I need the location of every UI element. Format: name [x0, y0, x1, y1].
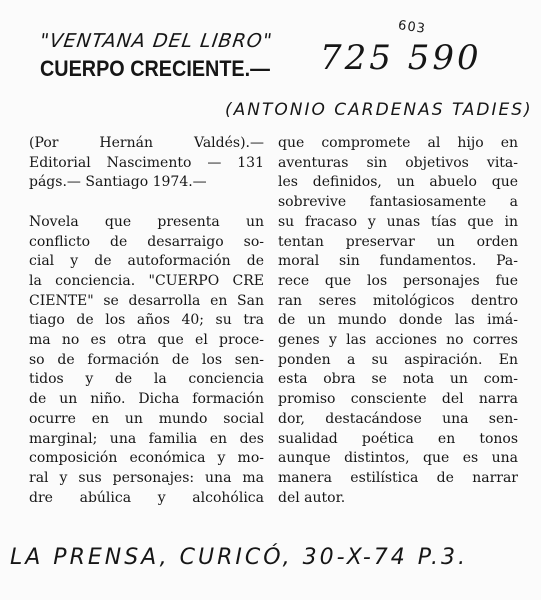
- text-line: cial y de autoformación de: [29, 253, 264, 270]
- text-line: conflicto de desarraigo so-: [29, 233, 264, 250]
- text-line: de un niño. Dicha formación: [29, 391, 264, 408]
- text-line: que compromete al hijo en: [278, 135, 518, 151]
- text-line: manera estilística de narrar: [278, 469, 518, 486]
- text-line: (Por Hernán Valdés).—: [29, 135, 264, 151]
- text-line: sualidad poética en tonos: [278, 430, 518, 447]
- text-line: so de formación de los sen-: [29, 351, 264, 368]
- text-line: la conciencia. "CUERPO CRE: [29, 272, 264, 289]
- handwritten-note-small: 603: [397, 18, 427, 37]
- right-column: [278, 134, 518, 508]
- text-line: [29, 193, 264, 213]
- book-title: CUERPO CRECIENTE.—: [40, 56, 270, 81]
- text-line: tiago de los años 40; su tra: [29, 312, 264, 329]
- text-line: CIENTE" se desarrolla en San: [29, 292, 264, 309]
- text-line: su fracaso y unas tías que in: [278, 213, 518, 230]
- text-line: composición económica y mo-: [29, 450, 264, 467]
- left-column: [29, 134, 264, 508]
- text-line: esta obra se nota un com-: [278, 371, 518, 388]
- handwritten-catalog-number: 725 590: [320, 38, 482, 78]
- text-line: Editorial Nascimento — 131: [29, 154, 264, 171]
- text-line: ocurre en un mundo social: [29, 410, 264, 427]
- text-line: sobrevive fantasiosamente a: [278, 194, 518, 211]
- text-line: págs.— Santiago 1974.—: [29, 174, 207, 191]
- text-line: dre abúlica y alcohólica: [29, 489, 264, 506]
- text-line: tentan preservar un orden: [278, 233, 518, 250]
- text-line: Novela que presenta un: [29, 213, 264, 230]
- handwritten-attribution: (ANTONIO CARDENAS TADIES): [225, 100, 533, 120]
- text-line: ponden a su aspiración. En: [278, 351, 518, 368]
- text-line: promiso consciente del narra: [278, 391, 518, 408]
- text-line: moral sin fundamentos. Pa-: [278, 253, 518, 270]
- text-line: aventuras sin objetivos vita-: [278, 154, 518, 171]
- text-line: ran seres mitológicos dentro: [278, 292, 518, 309]
- text-line: ma no es otra que el proce-: [29, 332, 264, 349]
- text-line: tidos y de la conciencia: [29, 371, 264, 388]
- column-title: "VENTANA DEL LIBRO": [38, 30, 274, 52]
- text-line: marginal; una familia en des: [29, 430, 264, 447]
- handwritten-source-note: LA PRENSA, CURICÓ, 30-X-74 P.3.: [10, 545, 468, 570]
- text-line: les definidos, un abuelo que: [278, 174, 518, 191]
- text-line: aunque distintos, que es una: [278, 450, 518, 467]
- text-line: dor, destacándose una sen-: [278, 410, 518, 427]
- text-line: del autor.: [278, 489, 346, 506]
- text-line: ral y sus personajes: una ma: [29, 469, 264, 486]
- text-line: genes y las acciones no corres: [278, 332, 518, 349]
- text-line: rece que los personajes fue: [278, 272, 518, 289]
- text-line: de un mundo donde las imá-: [278, 312, 518, 329]
